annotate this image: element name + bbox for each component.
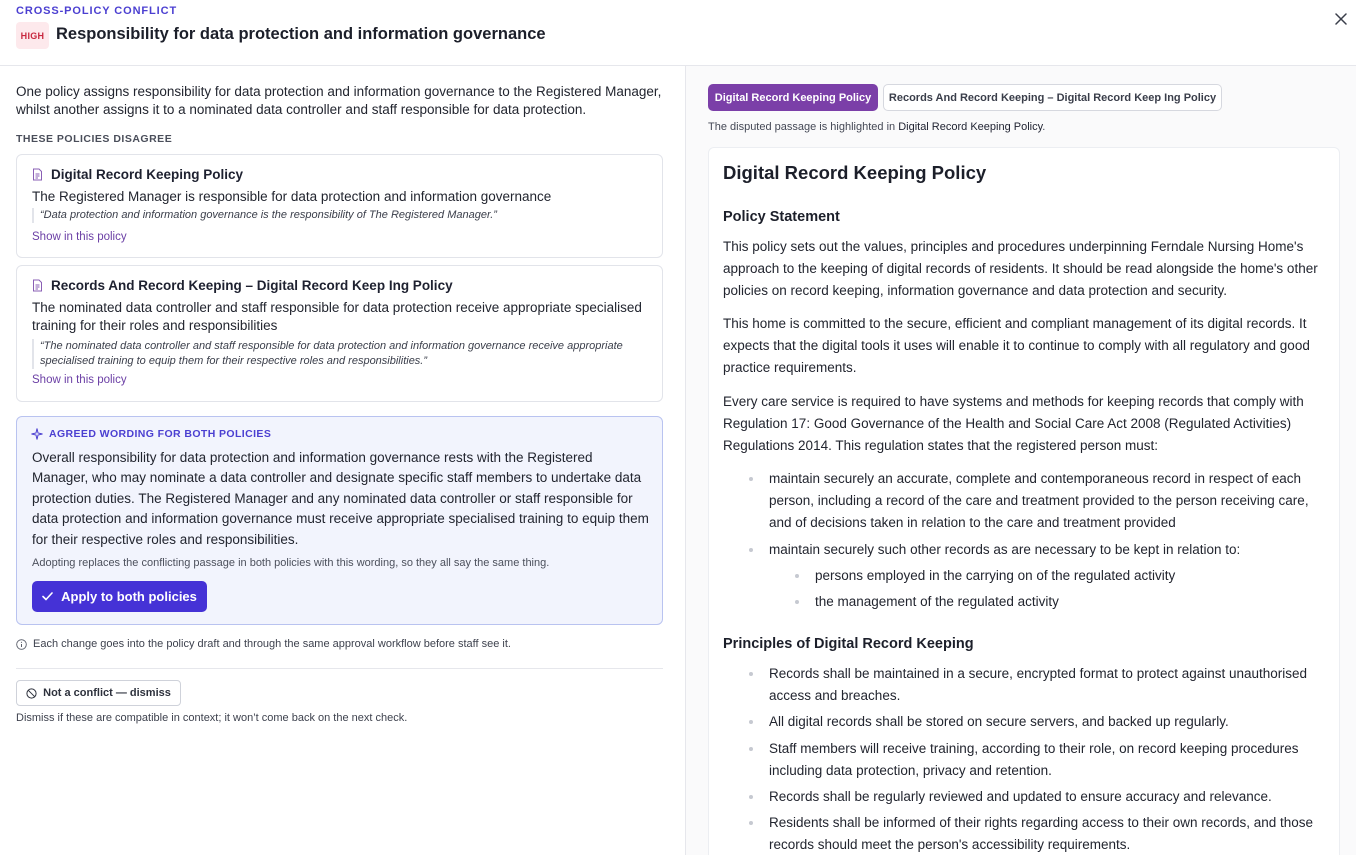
quote-bar [32,339,34,369]
list-item: Records shall be regularly reviewed and updated to ensure accuracy and relevance. [769,786,1327,808]
close-icon [1335,13,1347,25]
info-icon [16,639,27,650]
divider [16,668,663,669]
document-title: Digital Record Keeping Policy [723,162,987,183]
workflow-note [16,638,511,650]
dismiss-note: Dismiss if these are compatible in context; it won’t come back on the next check. [16,712,408,724]
policy-card-title [32,167,243,182]
sub-list-item: persons employed in the carrying on of the regulated activity [815,565,1327,587]
document-paragraph: This policy sets out the values, principles and procedures underpinning Ferndale Nursing Home's approach to the keeping of digital records of residents. It should be read alongside the home's other policies on record keeping, information governance and data protection and security. [723,239,1318,298]
quote-bar [32,208,34,223]
section-heading: Policy Statement [723,209,840,225]
sub-list-item: the management of the regulated activity [815,591,1327,613]
agreed-wording-label [31,428,271,440]
policy-card [16,154,663,258]
document-paragraph: This home is committed to the secure, efficient and compliant management of its digital records. It expects that the digital tools it uses will enable it to continue to comply with all regulatory and good practice requirements. [723,316,1310,375]
policy-claim: The nominated data controller and staff responsible for data protection receive appropriate specialised training for their roles and responsibilities [32,300,642,333]
close-button[interactable] [1330,8,1352,30]
apply-to-both-button[interactable] [32,581,207,612]
ban-icon [26,688,37,699]
policy-viewer-panel [686,66,1356,855]
list-item: All digital records shall be stored on secure servers, and backed up regularly. [769,711,1327,733]
agreed-wording-box [16,416,663,625]
policy-quote: “The nominated data controller and staff responsible for data protection and information governance receive appropriate specialised training to equip them for their respective roles and responsibilities.” [40,340,623,367]
highlight-note-suffix: . [1042,121,1046,133]
dialog-header [0,0,1356,66]
severity-badge: HIGH [16,22,49,49]
section-heading: Principles of Digital Record Keeping [723,636,974,652]
list-item: maintain securely an accurate, complete and contemporaneous record in respect of each person, including a record of the care and treatment provided to the person receiving care, and of decisions taken in relation to the care and treatment provided [769,468,1327,534]
policy-document [708,147,1340,855]
policy-card [16,265,663,402]
policy-name: Digital Record Keeping Policy [51,167,244,182]
list-item: maintain securely such other records as are necessary to be kept in relation to: [769,539,1327,561]
highlight-note [708,121,1045,133]
document-icon [32,168,43,181]
conflict-details-panel [0,66,686,855]
list-item: Records shall be maintained in a secure, encrypted format to protect against unauthorised access and breaches. [769,663,1327,707]
check-icon [42,592,53,601]
sparkle-icon [31,428,43,440]
conflict-summary: One policy assigns responsibility for data protection and information governance to the Registered Manager, whilst another assigns it to a nominated data controller and staff responsible for data protection. [16,84,662,117]
policy-claim: The Registered Manager is responsible for data protection and information governance [32,189,552,204]
dismiss-button[interactable] [16,680,181,706]
apply-button-label: Apply to both policies [61,589,197,604]
conflict-title: Responsibility for data protection and information governance [56,25,546,43]
document-paragraph: Every care service is required to have systems and methods for keeping records that comply with Regulation 17: Good Governance of the Health and Social Care Act 2008 (Regulated Activities) Regulations 2014. This regulation states that the registered person must: [723,394,1304,453]
agreed-wording-label-text: AGREED WORDING FOR BOTH POLICIES [49,428,272,440]
disagree-section-label: THESE POLICIES DISAGREE [16,133,173,145]
highlight-note-policy: Digital Record Keeping Policy [898,121,1043,133]
policy-card-title [32,278,453,293]
agreed-wording-note: Adopting replaces the conflicting passage in both policies with this wording, so they all say the same thing. [32,557,550,569]
policy-name: Records And Record Keeping – Digital Record Keep Ing Policy [51,278,453,293]
tab-digital-record-keeping-policy[interactable]: Digital Record Keeping Policy [708,84,878,111]
show-in-policy-link[interactable]: Show in this policy [32,231,127,243]
document-icon [32,279,43,292]
show-in-policy-link[interactable]: Show in this policy [32,374,127,386]
dismiss-button-label: Not a conflict — dismiss [43,687,171,699]
workflow-note-text: Each change goes into the policy draft and through the same approval workflow before staff see it. [33,638,511,650]
list-item: Residents shall be informed of their rights regarding access to their own records, and those records should meet the person's accessibility requirements. [769,812,1327,855]
agreed-wording-text: Overall responsibility for data protection and information governance rests with the Registered Manager, who may nominate a data controller and designate specific staff members to undertake data protection duties. The Registered Manager and any nominated data controller or staff responsible for data protection and information governance must receive appropriate specialised training to equip them for their respective roles and responsibilities. [32,450,649,547]
tab-records-and-record-keeping-policy[interactable]: Records And Record Keeping – Digital Record Keep Ing Policy [883,84,1222,111]
list-item: Staff members will receive training, according to their role, on record keeping procedures including data protection, privacy and retention. [769,738,1327,782]
highlight-note-prefix: The disputed passage is highlighted in [708,121,899,133]
conflict-type-label: CROSS-POLICY CONFLICT [16,5,178,17]
policy-quote: “Data protection and information governance is the responsibility of The Registered Manager.” [40,209,497,221]
